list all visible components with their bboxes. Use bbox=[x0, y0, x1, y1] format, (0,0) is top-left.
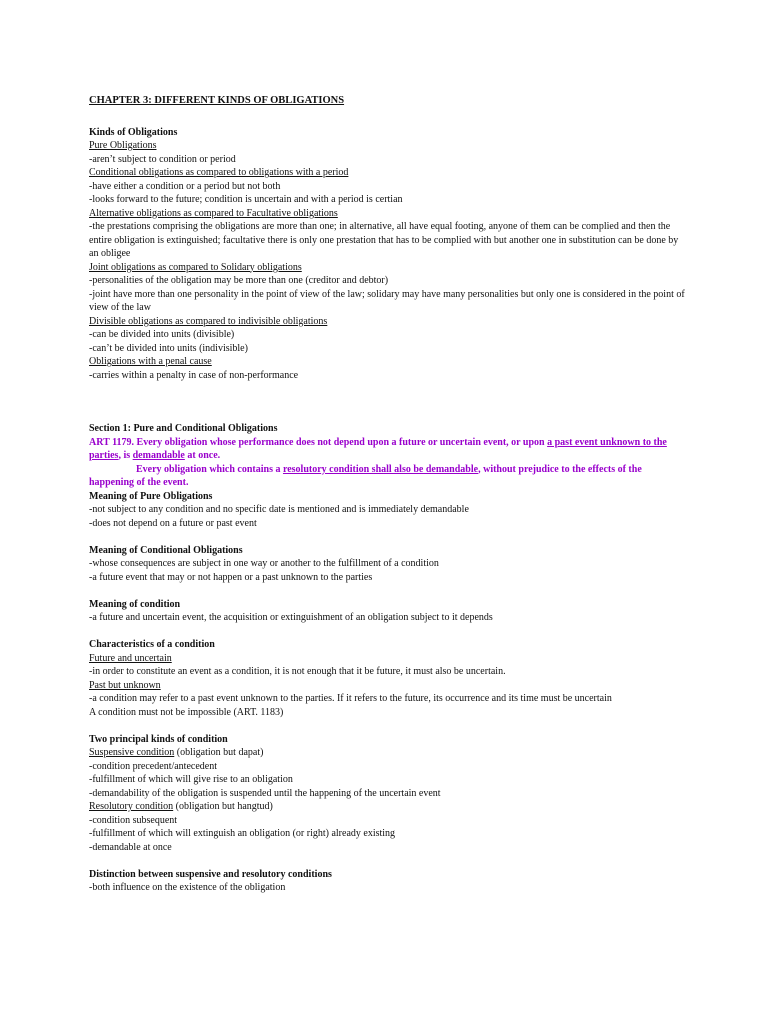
text-line: -looks forward to the future; condition is uncertain and with a period is certian bbox=[89, 194, 403, 205]
text-line: -does not depend on a future or past event bbox=[89, 517, 257, 529]
condition-title: Meaning of condition bbox=[89, 598, 181, 610]
past-unknown-label: Past but unknown bbox=[89, 679, 161, 691]
article-1179 bbox=[89, 436, 689, 463]
divisible-obligations-label: Divisible obligations as compared to indivisible obligations bbox=[89, 315, 328, 327]
future-uncertain-label: Future and uncertain bbox=[89, 652, 172, 664]
text-line: -fulfillment of which will give rise to an obligation bbox=[89, 774, 293, 785]
article-text-underlined: resolutory condition shall also be demandable bbox=[282, 463, 479, 475]
resolutory-note: (obligation but hangtud) bbox=[173, 801, 273, 812]
joint-obligations-label: Joint obligations as compared to Solidary obligations bbox=[89, 261, 302, 273]
text-paragraph: -the prestations comprising the obligations are more than one; in alternative, all have equal footing, anyone of them can be complied and then the entire obligation is extinguished; facultative there is only one prestation that has to be complied with but another one in substitution can be done by an obligee bbox=[89, 221, 679, 259]
conditional-obligations-title: Meaning of Conditional Obligations bbox=[89, 544, 243, 556]
article-text: ART 1179. Every obligation whose performance does not depend upon a future or uncertain event, or upon bbox=[89, 436, 548, 448]
article-text: , is bbox=[118, 450, 133, 461]
article-text-underlined: a past event unknown to the parties bbox=[89, 436, 667, 461]
text-line: -aren’t subject to condition or period bbox=[89, 153, 236, 165]
pure-obligations-title: Meaning of Pure Obligations bbox=[89, 490, 213, 502]
text-paragraph: -a condition may refer to a past event unknown to the parties. If it refers to the future, its occurrence and its time must be uncertain bbox=[89, 693, 612, 704]
text-line: -a future and uncertain event, the acquisition or extinguishment of an obligation subject to it depends bbox=[89, 612, 493, 623]
alternative-obligations-label: Alternative obligations as compared to Facultative obligations bbox=[89, 207, 338, 219]
text-line: -a future event that may or not happen or a past unknown to the parties bbox=[89, 571, 373, 583]
article-text: Every obligation which contains a bbox=[136, 463, 283, 475]
characteristics-title: Characteristics of a condition bbox=[89, 639, 215, 650]
distinction-title: Distinction between suspensive and resolutory conditions bbox=[89, 868, 332, 880]
pure-obligations-label: Pure Obligations bbox=[89, 140, 157, 151]
text-paragraph: -joint have more than one personality in the point of view of the law; solidary may have many personalities but only one is considered in the point of view of the law bbox=[89, 288, 685, 313]
chapter-title: CHAPTER 3: DIFFERENT KINDS OF OBLIGATIONS bbox=[89, 95, 345, 106]
penal-obligations-label: Obligations with a penal cause bbox=[89, 356, 212, 367]
suspensive-label: Suspensive condition bbox=[89, 747, 175, 758]
suspensive-note: (obligation but dapat) bbox=[174, 747, 264, 758]
resolutory-label: Resolutory condition bbox=[89, 801, 174, 812]
text-line: -demandability of the obligation is suspended until the happening of the uncertain event bbox=[89, 787, 441, 799]
section-title: Section 1: Pure and Conditional Obligations bbox=[89, 423, 278, 434]
kinds-title: Kinds of Obligations bbox=[89, 126, 178, 138]
two-kinds-title: Two principal kinds of condition bbox=[89, 733, 228, 745]
document-body bbox=[89, 94, 689, 895]
text-line: -personalities of the obligation may be more than one (creditor and debtor) bbox=[89, 275, 389, 286]
text-line: -not subject to any condition and no specific date is mentioned and is immediately demandable bbox=[89, 504, 469, 515]
text-line: -condition subsequent bbox=[89, 814, 178, 826]
conditional-obligations-label: Conditional obligations as compared to obligations with a period bbox=[89, 167, 349, 178]
text-line: -can’t be divided into units (indivisible) bbox=[89, 342, 248, 354]
text-line: -demandable at once bbox=[89, 841, 172, 853]
text-line: -condition precedent/antecedent bbox=[89, 760, 217, 772]
text-line: A condition must not be impossible (ART. 1183) bbox=[89, 706, 284, 718]
text-line: -in order to constitute an event as a condition, it is not enough that it be future, it must also be uncertain. bbox=[89, 666, 506, 677]
suspensive-line bbox=[89, 746, 689, 760]
article-text-underlined: demandable bbox=[132, 450, 185, 461]
article-1179-paragraph-2 bbox=[89, 463, 689, 490]
text-line: -carries within a penalty in case of non-performance bbox=[89, 369, 299, 381]
article-text: , without prejudice to the effects of the happening of the event. bbox=[89, 463, 642, 488]
text-line: -have either a condition or a period but not both bbox=[89, 180, 281, 192]
text-line: -can be divided into units (divisible) bbox=[89, 329, 235, 340]
text-line: -fulfillment of which will extinguish an obligation (or right) already existing bbox=[89, 828, 396, 839]
text-line: -whose consequences are subject in one way or another to the fulfillment of a condition bbox=[89, 558, 439, 569]
article-text: at once. bbox=[184, 450, 221, 461]
resolutory-line bbox=[89, 800, 689, 814]
text-line: -both influence on the existence of the obligation bbox=[89, 882, 286, 893]
